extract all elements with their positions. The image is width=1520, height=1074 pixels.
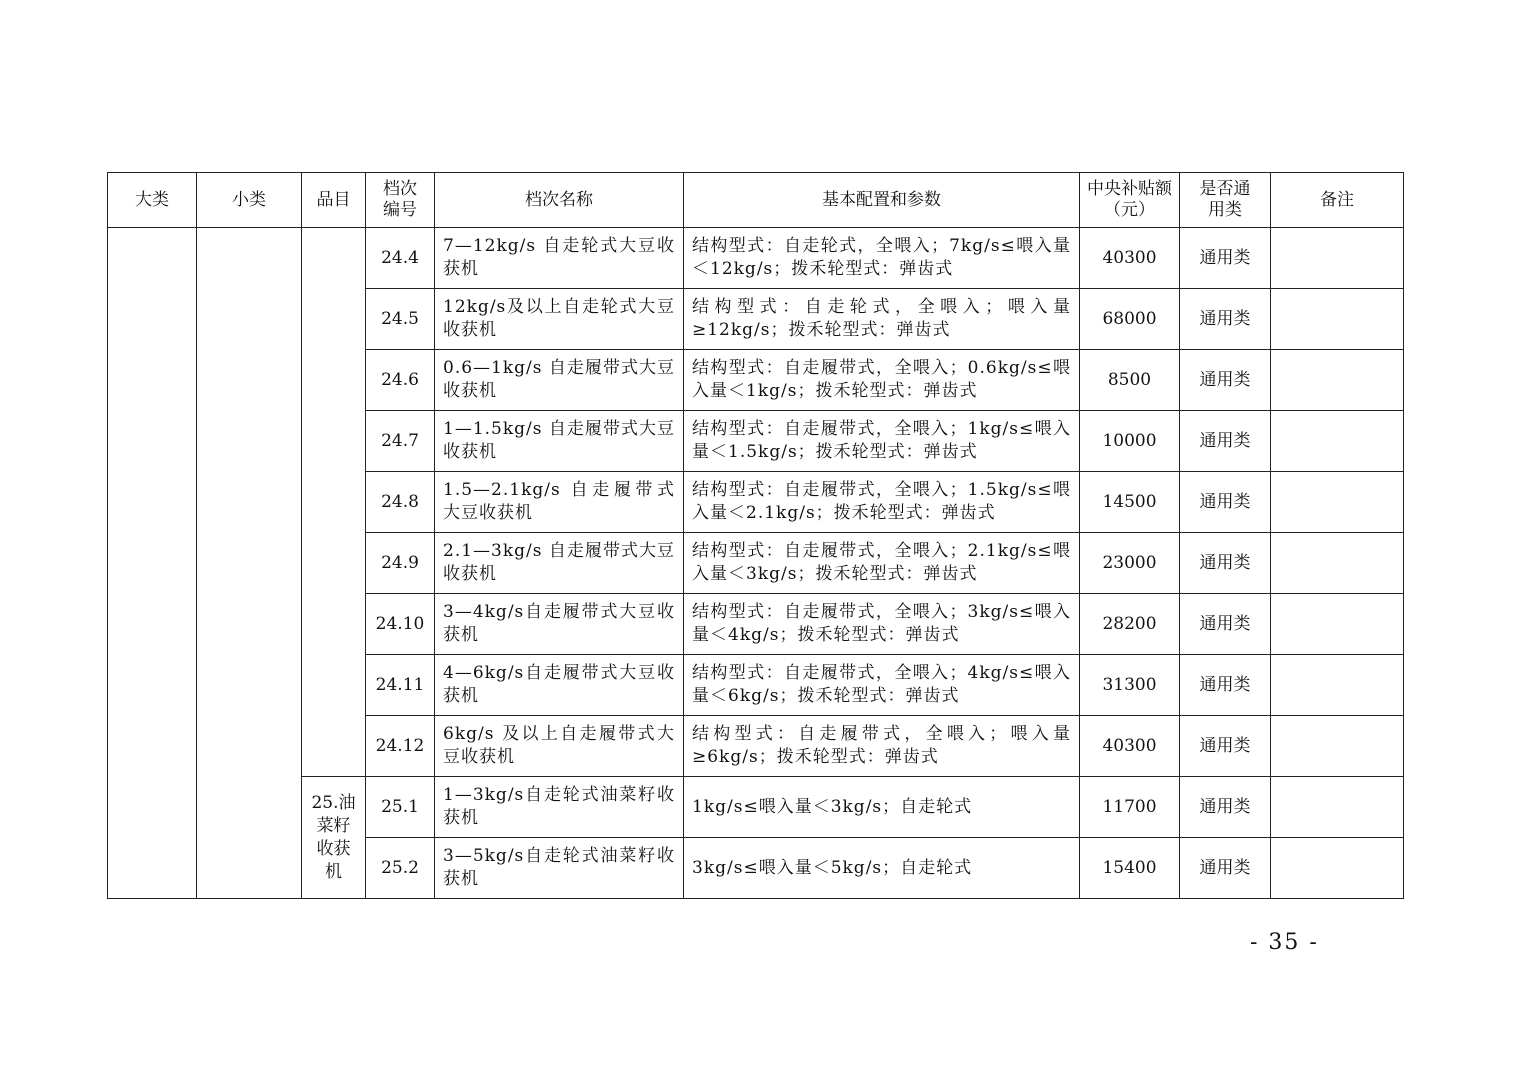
header-pinmu: 品目 xyxy=(302,173,366,228)
code-cell: 25.2 xyxy=(366,838,435,899)
page-number: - 35 - xyxy=(1250,930,1319,955)
spec-cell: 1kg/s≤喂入量＜3kg/s；自走轮式 xyxy=(684,777,1080,838)
code-cell: 24.4 xyxy=(366,228,435,289)
xiaolei-cell xyxy=(197,228,302,899)
dalei-cell xyxy=(108,228,197,899)
code-cell: 24.5 xyxy=(366,289,435,350)
code-cell: 24.7 xyxy=(366,411,435,472)
general-cell: 通用类 xyxy=(1180,594,1271,655)
remark-cell xyxy=(1271,777,1404,838)
code-cell: 24.12 xyxy=(366,716,435,777)
name-cell: 4—6kg/s自走履带式大豆收获机 xyxy=(435,655,684,716)
pinmu-cell-25: 25.油菜籽收获机 xyxy=(302,777,366,899)
general-cell: 通用类 xyxy=(1180,289,1271,350)
name-cell: 7—12kg/s 自走轮式大豆收获机 xyxy=(435,228,684,289)
remark-cell xyxy=(1271,289,1404,350)
spec-cell: 结构型式：自走履带式，全喂入；1kg/s≤喂入量＜1.5kg/s；拨禾轮型式：弹齿式 xyxy=(684,411,1080,472)
code-cell: 25.1 xyxy=(366,777,435,838)
name-cell: 2.1—3kg/s 自走履带式大豆收获机 xyxy=(435,533,684,594)
subsidy-cell: 23000 xyxy=(1080,533,1180,594)
name-cell: 0.6—1kg/s 自走履带式大豆收获机 xyxy=(435,350,684,411)
name-cell: 1—1.5kg/s 自走履带式大豆收获机 xyxy=(435,411,684,472)
remark-cell xyxy=(1271,411,1404,472)
subsidy-cell: 68000 xyxy=(1080,289,1180,350)
header-xiaolei: 小类 xyxy=(197,173,302,228)
subsidy-cell: 8500 xyxy=(1080,350,1180,411)
general-cell: 通用类 xyxy=(1180,655,1271,716)
general-cell: 通用类 xyxy=(1180,472,1271,533)
remark-cell xyxy=(1271,533,1404,594)
name-cell: 1—3kg/s自走轮式油菜籽收获机 xyxy=(435,777,684,838)
subsidy-cell: 40300 xyxy=(1080,228,1180,289)
code-cell: 24.8 xyxy=(366,472,435,533)
header-dalei: 大类 xyxy=(108,173,197,228)
name-cell: 3—5kg/s自走轮式油菜籽收获机 xyxy=(435,838,684,899)
code-cell: 24.10 xyxy=(366,594,435,655)
subsidy-cell: 31300 xyxy=(1080,655,1180,716)
name-cell: 12kg/s及以上自走轮式大豆收获机 xyxy=(435,289,684,350)
spec-cell: 结构型式：自走履带式，全喂入；1.5kg/s≤喂入量＜2.1kg/s；拨禾轮型式：弹齿式 xyxy=(684,472,1080,533)
pinmu-cell-24 xyxy=(302,228,366,777)
header-general: 是否通用类 xyxy=(1180,173,1271,228)
header-name: 档次名称 xyxy=(435,173,684,228)
remark-cell xyxy=(1271,350,1404,411)
remark-cell xyxy=(1271,594,1404,655)
spec-cell: 结构型式：自走履带式，全喂入；2.1kg/s≤喂入量＜3kg/s；拨禾轮型式：弹齿式 xyxy=(684,533,1080,594)
code-cell: 24.11 xyxy=(366,655,435,716)
spec-cell: 3kg/s≤喂入量＜5kg/s；自走轮式 xyxy=(684,838,1080,899)
subsidy-cell: 15400 xyxy=(1080,838,1180,899)
general-cell: 通用类 xyxy=(1180,716,1271,777)
general-cell: 通用类 xyxy=(1180,228,1271,289)
remark-cell xyxy=(1271,472,1404,533)
name-cell: 3—4kg/s自走履带式大豆收获机 xyxy=(435,594,684,655)
subsidy-cell: 40300 xyxy=(1080,716,1180,777)
general-cell: 通用类 xyxy=(1180,838,1271,899)
remark-cell xyxy=(1271,838,1404,899)
spec-cell: 结构型式：自走履带式，全喂入；3kg/s≤喂入量＜4kg/s；拨禾轮型式：弹齿式 xyxy=(684,594,1080,655)
remark-cell xyxy=(1271,655,1404,716)
header-remark: 备注 xyxy=(1271,173,1404,228)
code-cell: 24.9 xyxy=(366,533,435,594)
code-cell: 24.6 xyxy=(366,350,435,411)
header-code: 档次编号 xyxy=(366,173,435,228)
subsidy-table xyxy=(107,172,1404,899)
subsidy-cell: 10000 xyxy=(1080,411,1180,472)
table-row xyxy=(108,228,1404,289)
remark-cell xyxy=(1271,228,1404,289)
remark-cell xyxy=(1271,716,1404,777)
subsidy-cell: 11700 xyxy=(1080,777,1180,838)
header-row xyxy=(108,173,1404,228)
header-spec: 基本配置和参数 xyxy=(684,173,1080,228)
general-cell: 通用类 xyxy=(1180,533,1271,594)
name-cell: 6kg/s 及以上自走履带式大豆收获机 xyxy=(435,716,684,777)
general-cell: 通用类 xyxy=(1180,777,1271,838)
table-row xyxy=(108,777,1404,838)
general-cell: 通用类 xyxy=(1180,411,1271,472)
spec-cell: 结构型式：自走履带式，全喂入；0.6kg/s≤喂入量＜1kg/s；拨禾轮型式：弹齿式 xyxy=(684,350,1080,411)
spec-cell: 结构型式：自走履带式，全喂入；喂入量≥6kg/s；拨禾轮型式：弹齿式 xyxy=(684,716,1080,777)
subsidy-cell: 14500 xyxy=(1080,472,1180,533)
name-cell: 1.5—2.1kg/s 自走履带式大豆收获机 xyxy=(435,472,684,533)
spec-cell: 结构型式：自走轮式，全喂入；7kg/s≤喂入量＜12kg/s；拨禾轮型式：弹齿式 xyxy=(684,228,1080,289)
subsidy-cell: 28200 xyxy=(1080,594,1180,655)
spec-cell: 结构型式：自走轮式，全喂入；喂入量≥12kg/s；拨禾轮型式：弹齿式 xyxy=(684,289,1080,350)
header-subsidy: 中央补贴额（元） xyxy=(1080,173,1180,228)
general-cell: 通用类 xyxy=(1180,350,1271,411)
spec-cell: 结构型式：自走履带式，全喂入；4kg/s≤喂入量＜6kg/s；拨禾轮型式：弹齿式 xyxy=(684,655,1080,716)
